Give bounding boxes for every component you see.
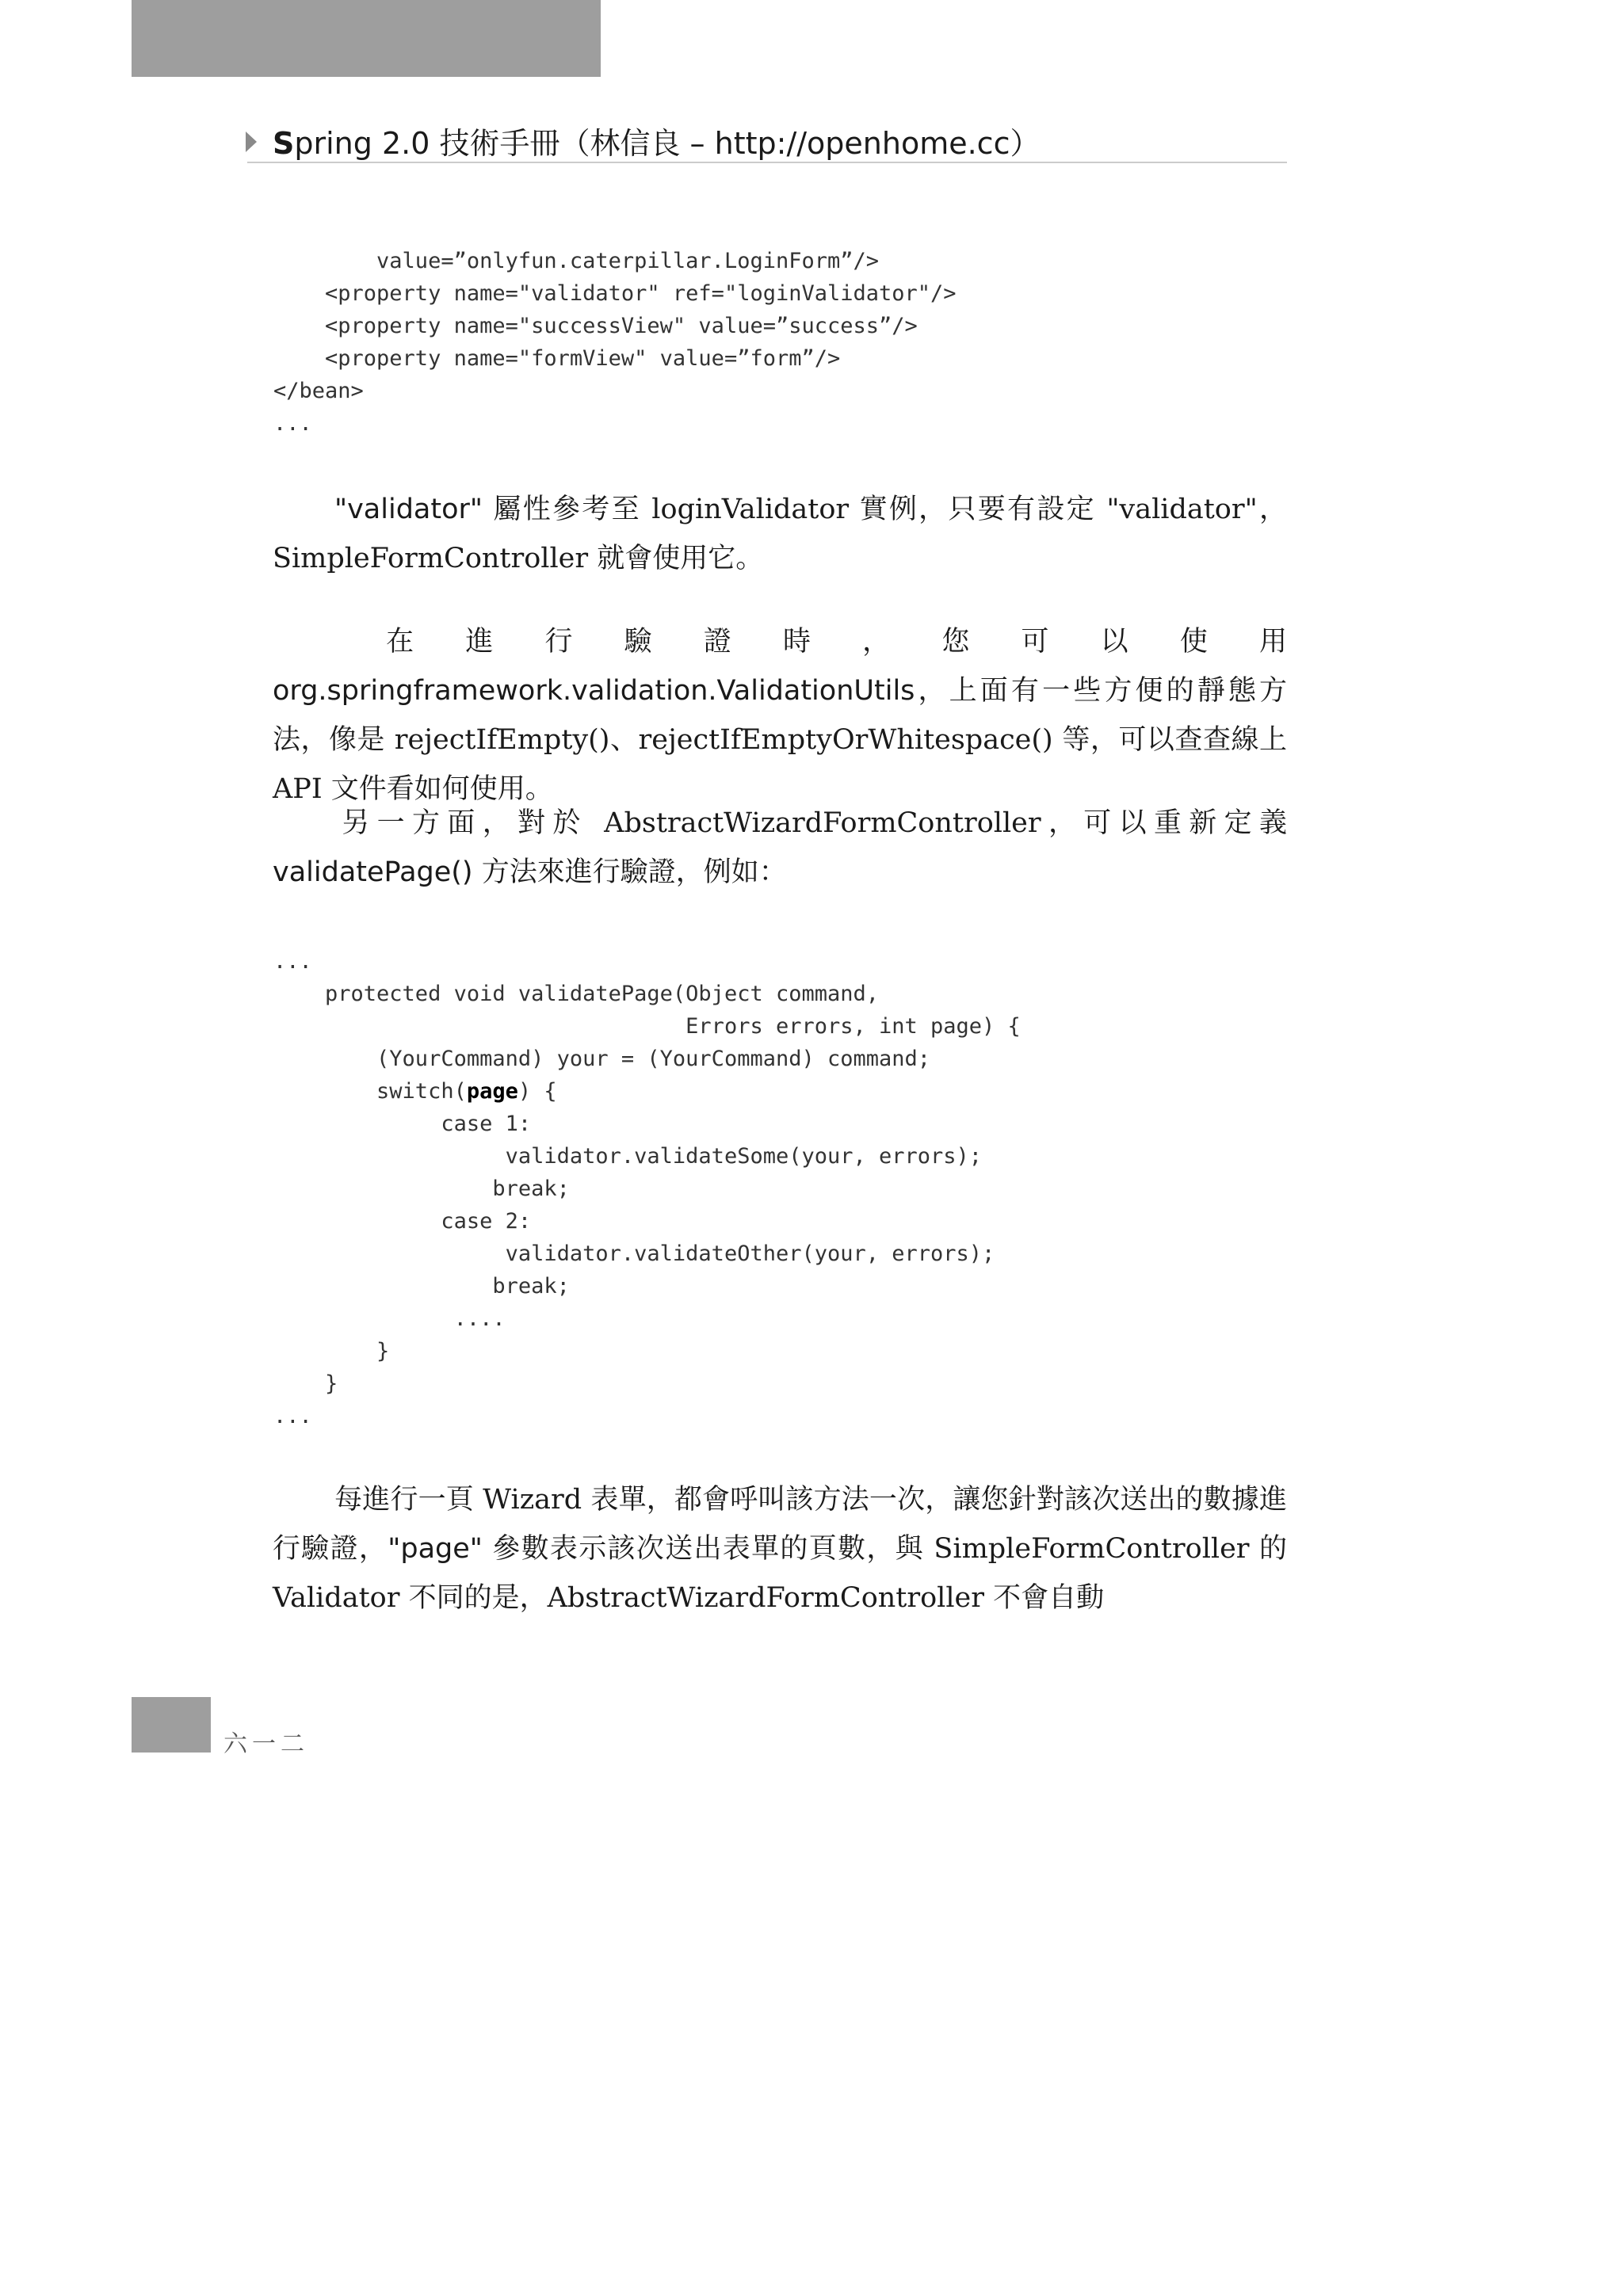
code-line: <property name="formView" value=”form”/> bbox=[273, 346, 841, 371]
code-line: .... bbox=[273, 1306, 506, 1331]
code-line: ... bbox=[273, 1404, 312, 1428]
code-line: <property name="validator" ref="loginValidator"/> bbox=[273, 281, 957, 306]
code-line: switch(page) { bbox=[273, 1079, 557, 1104]
footer-tab-decoration bbox=[132, 1697, 211, 1753]
code-line: </bean> bbox=[273, 379, 364, 403]
code-line: protected void validatePage(Object command, bbox=[273, 982, 880, 1006]
code-line: (YourCommand) your = (YourCommand) command; bbox=[273, 1047, 931, 1071]
code-line: break; bbox=[273, 1274, 570, 1299]
code-line: validator.validateOther(your, errors); bbox=[273, 1241, 995, 1266]
paragraph-validation-utils: 在進行驗證時，您可以使用 org.springframework.validation.ValidationUtils，上面有一些方便的靜態方法，像是 rejectIfEmpty()、rejectIfEmptyOrWhitespace() 等，可以查查線上 API 文件看如何使用。 bbox=[273, 626, 1287, 805]
paragraph-wizard-page: 每進行一頁 Wizard 表單，都會呼叫該方法一次，讓您針對該次送出的數據進行驗證，"page" 參數表示該次送出表單的頁數，與 SimpleFormController 的 Validator 不同的是，AbstractWizardFormController 不會自動 bbox=[273, 1484, 1287, 1614]
code-line: <property name="successView" value=”success”/> bbox=[273, 314, 918, 338]
page-number: 六一二 bbox=[223, 1730, 309, 1758]
paragraph-wizard-validate: 另一方面，對於 AbstractWizardFormController，可以重新定義 validatePage() 方法來進行驗證，例如： bbox=[273, 807, 1287, 888]
header-arrow-icon bbox=[246, 132, 257, 152]
header-title: Spring 2.0 技術手冊（林信良 – http://openhome.cc） bbox=[273, 126, 1041, 161]
code-line: } bbox=[273, 1371, 338, 1396]
code-line: ... bbox=[273, 411, 312, 436]
code-line: Errors errors, int page) { bbox=[273, 1014, 1021, 1039]
running-header bbox=[247, 116, 1287, 163]
code-line: case 1: bbox=[273, 1112, 532, 1136]
code-block-validate-page bbox=[273, 945, 1021, 1432]
code-block-bean-config bbox=[273, 245, 957, 440]
code-line: ... bbox=[273, 949, 312, 974]
code-line: case 2: bbox=[273, 1209, 532, 1234]
code-line: value=”onlyfun.caterpillar.LoginForm”/> bbox=[273, 249, 880, 273]
code-line: validator.validateSome(your, errors); bbox=[273, 1144, 983, 1169]
top-tab-decoration bbox=[132, 0, 601, 77]
code-line: } bbox=[273, 1339, 390, 1363]
paragraph-validator: "validator" 屬性參考至 loginValidator 實例，只要有設定 "validator"，SimpleFormController 就會使用它。 bbox=[273, 494, 1287, 574]
code-line: break; bbox=[273, 1177, 570, 1201]
